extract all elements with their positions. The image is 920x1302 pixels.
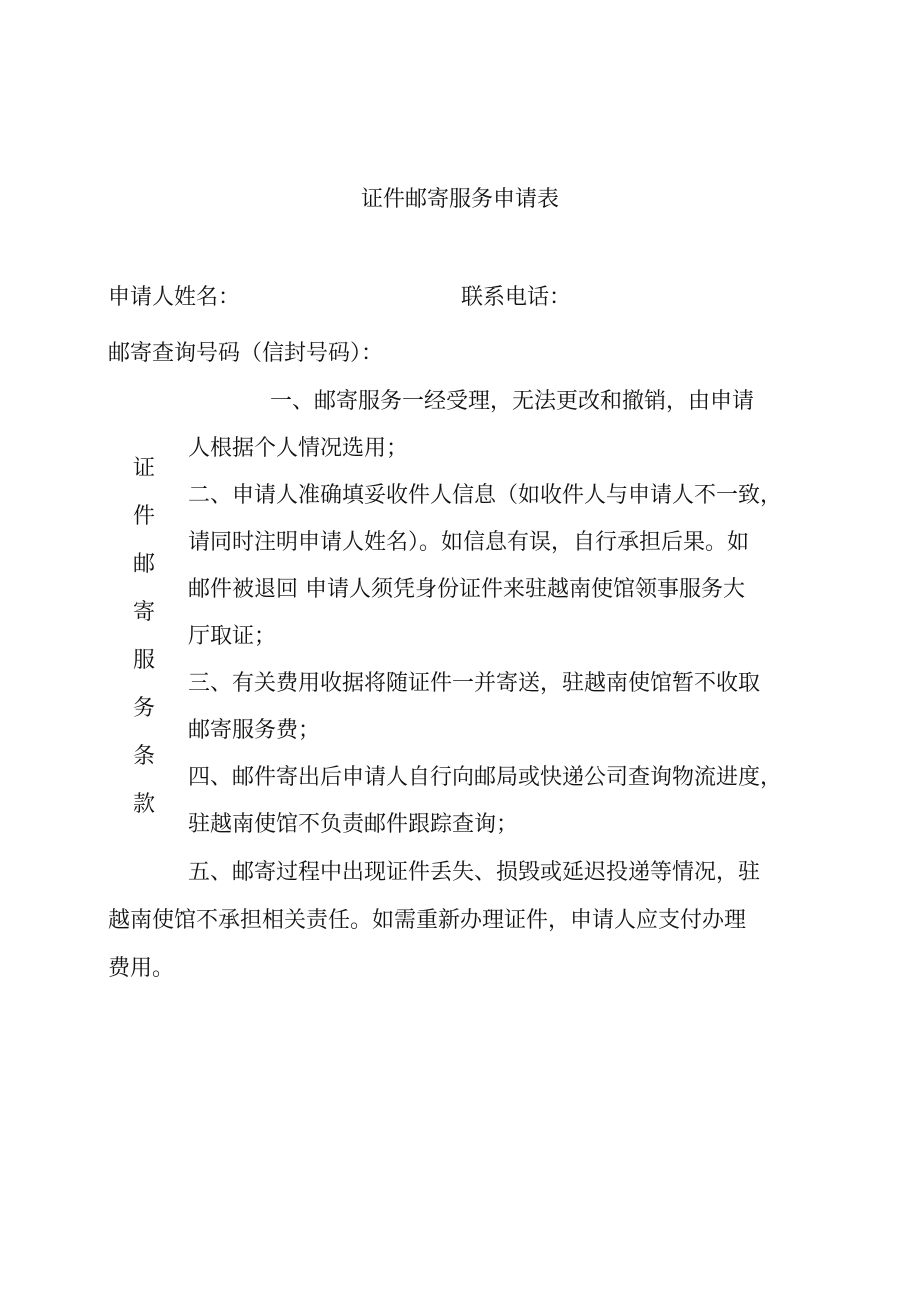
side-label-char: 务 [132,696,155,721]
side-label-char: 邮 [132,552,155,577]
tracking-number-label: 邮寄查询号码（信封号码）： [108,341,384,366]
terms-line: 人根据个人情况选用； [188,436,409,461]
terms-line: 驻越南使馆不负责邮件跟踪查询； [188,812,519,837]
side-label-char: 件 [132,504,155,529]
terms-line: 邮件被退回 申请人须凭身份证件来驻越南使馆领事服务大 [188,577,745,602]
terms-line: 厅取证； [188,624,277,649]
terms-line: 二、申请人准确填妥收件人信息（如收件人与申请人不一致， [188,483,783,508]
terms-line: 三、有关费用收据将随证件一并寄送，驻越南使馆暂不收取 [188,671,761,696]
side-label-char: 证 [132,456,155,481]
side-label-char: 条 [132,744,155,769]
terms-line: 邮寄服务费； [188,718,321,743]
page-title: 证件邮寄服务申请表 [360,187,559,212]
side-label-char: 服 [132,648,155,673]
terms-line: 一、邮寄服务一经受理，无法更改和撤销，由申请 [270,389,755,414]
applicant-name-label: 申请人姓名： [108,285,241,310]
phone-label: 联系电话： [461,285,572,310]
side-label-char: 寄 [132,600,155,625]
terms-side-label [130,451,158,835]
terms-line: 费用。 [108,956,175,981]
side-label-char: 款 [132,792,155,817]
terms-line: 四、邮件寄出后申请人自行向邮局或快递公司查询物流进度， [188,765,783,790]
terms-line: 请同时注明申请人姓名）。如信息有误，自行承担后果。如 [188,530,750,555]
terms-line: 五、邮寄过程中出现证件丢失、损毁或延迟投递等情况，驻 [188,860,761,885]
terms-line: 越南使馆不承担相关责任。如需重新办理证件，申请人应支付办理 [108,908,747,933]
